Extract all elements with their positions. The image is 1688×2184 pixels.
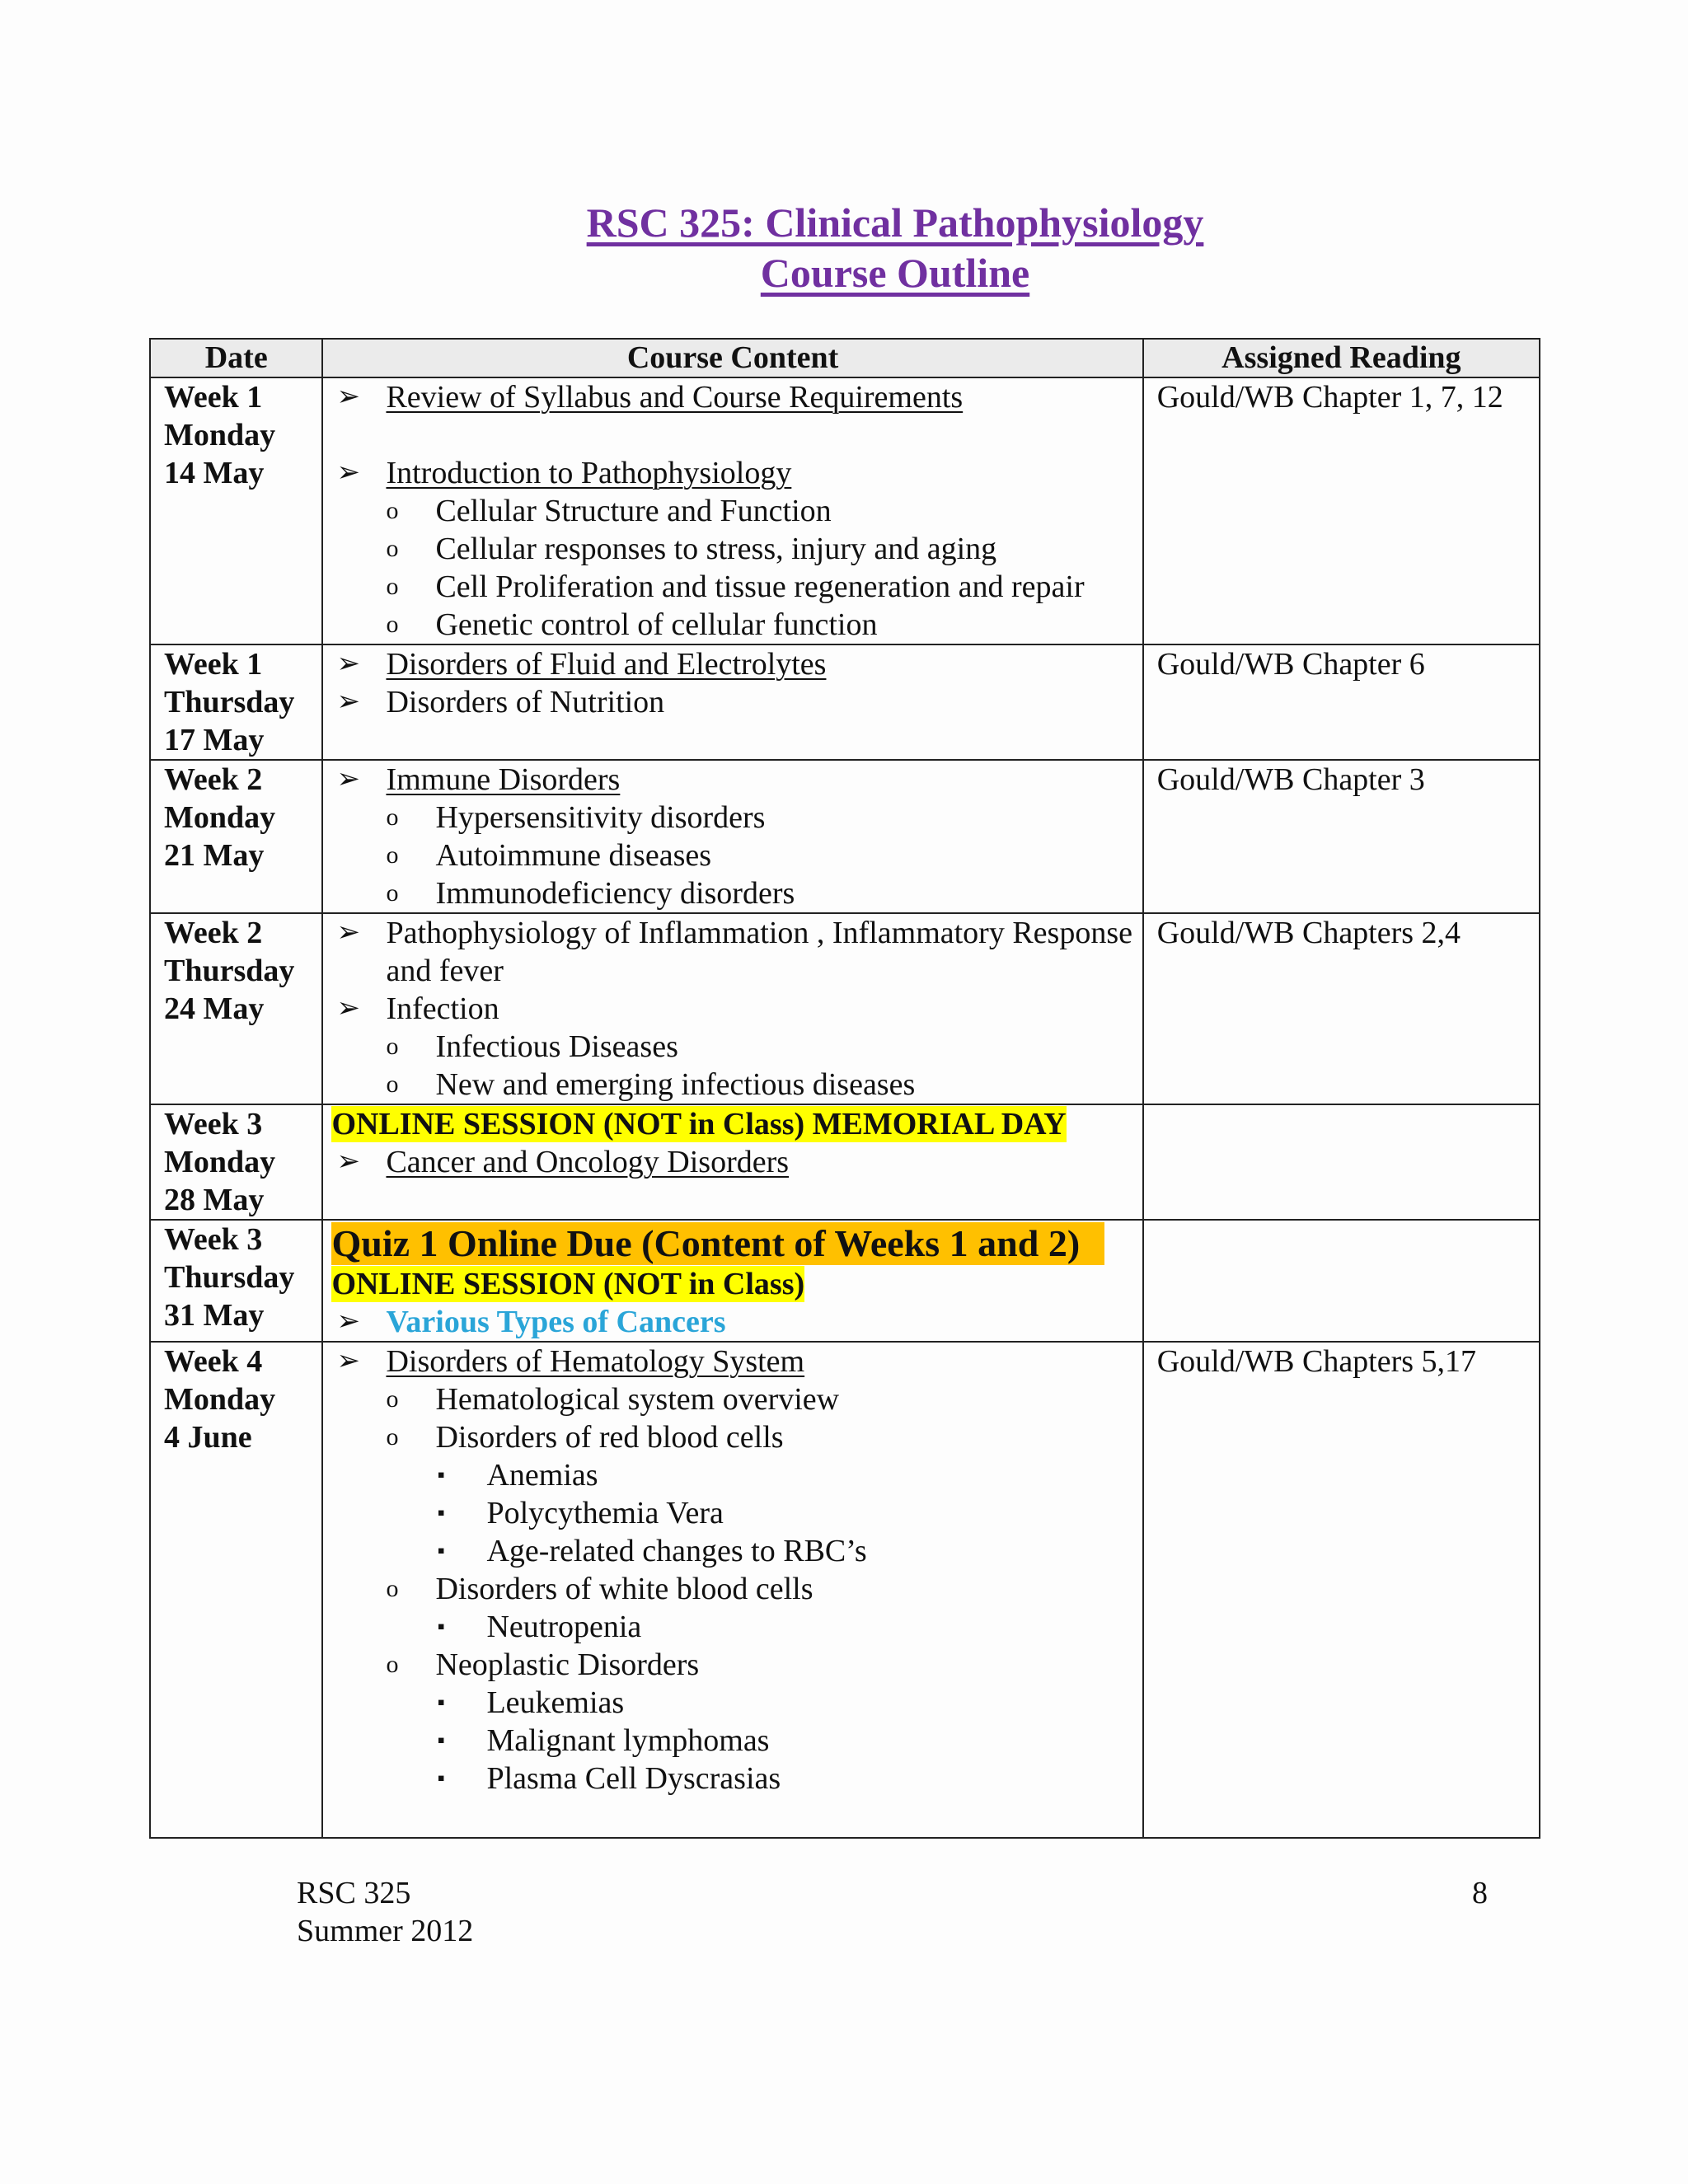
arrow-bullet-icon: ➢ — [336, 917, 360, 948]
online-notice: ONLINE SESSION (NOT in Class) MEMORIAL DAY — [331, 1107, 1067, 1141]
list-item: o Cellular responses to stress, injury and aging — [386, 532, 997, 566]
reading-cell — [1143, 1220, 1540, 1342]
content-cell — [322, 913, 1142, 1104]
list-item: ➢ Cancer and Oncology Disorders — [336, 1145, 790, 1179]
reading-cell: Gould/WB Chapter 3 — [1143, 760, 1540, 913]
date-label: 28 May — [164, 1183, 265, 1217]
table-header-row — [150, 339, 1540, 377]
day-label: Monday — [164, 1145, 276, 1179]
circle-bullet-icon: o — [386, 1423, 399, 1451]
week-label: Week 2 — [164, 916, 263, 950]
list-item: o Hypersensitivity disorders — [386, 800, 766, 835]
circle-bullet-icon: o — [386, 573, 399, 600]
list-item: o Cell Proliferation and tissue regeneration and repair — [386, 569, 1085, 604]
list-item: o Hematological system overview — [386, 1382, 840, 1417]
list-item: ➢ Immune Disorders — [336, 762, 621, 797]
list-item: o Infectious Diseases — [386, 1029, 678, 1064]
list-item: o Cellular Structure and Function — [386, 494, 832, 528]
list-item: ➢ Disorders of Hematology System — [336, 1344, 805, 1379]
day-label: Thursday — [164, 1260, 295, 1295]
date-cell — [150, 1104, 322, 1220]
circle-bullet-icon: o — [386, 1575, 399, 1602]
table-row — [150, 1342, 1540, 1838]
table-row — [150, 377, 1540, 644]
table-row — [150, 1220, 1540, 1342]
circle-bullet-icon: o — [386, 535, 399, 562]
list-item: ➢ Review of Syllabus and Course Requirements — [336, 380, 964, 415]
footer-course: RSC 325 — [297, 1876, 411, 1910]
arrow-bullet-icon: ➢ — [336, 649, 360, 679]
date-cell — [150, 913, 322, 1104]
list-item: ➢ Introduction to Pathophysiology — [336, 456, 792, 490]
outline-subtitle: Course Outline — [760, 250, 1030, 296]
list-item: ▪ Plasma Cell Dyscrasias — [437, 1761, 781, 1796]
circle-bullet-icon: o — [386, 1385, 399, 1413]
footer-course-info — [297, 1874, 473, 1950]
week-label: Week 3 — [164, 1107, 263, 1141]
square-bullet-icon: ▪ — [437, 1539, 445, 1563]
arrow-bullet-icon: ➢ — [336, 687, 360, 717]
table-row — [150, 644, 1540, 760]
document-title — [0, 198, 1688, 298]
day-label: Monday — [164, 418, 276, 452]
week-label: Week 3 — [164, 1222, 263, 1257]
circle-bullet-icon: o — [386, 497, 399, 524]
date-label: 21 May — [164, 838, 265, 873]
list-item: o Neoplastic Disorders — [386, 1647, 700, 1682]
day-label: Monday — [164, 1382, 276, 1417]
circle-bullet-icon: o — [386, 841, 399, 869]
list-item: ➢ Various Types of Cancers — [336, 1305, 726, 1339]
date-cell — [150, 760, 322, 913]
square-bullet-icon: ▪ — [437, 1690, 445, 1714]
header-course-content: Course Content — [322, 339, 1142, 377]
list-item: o Autoimmune diseases — [386, 838, 712, 873]
header-assigned-reading: Assigned Reading — [1143, 339, 1540, 377]
list-item: o Immunodeficiency disorders — [386, 876, 795, 911]
circle-bullet-icon: o — [386, 1651, 399, 1678]
course-outline-table — [149, 338, 1540, 1839]
week-label: Week 1 — [164, 647, 263, 682]
content-cell — [322, 760, 1142, 913]
list-item: ➢ Disorders of Nutrition — [336, 685, 665, 719]
circle-bullet-icon: o — [386, 1071, 399, 1098]
table-row — [150, 1104, 1540, 1220]
date-cell — [150, 377, 322, 644]
circle-bullet-icon: o — [386, 879, 399, 907]
list-item: o Genetic control of cellular function — [386, 607, 878, 642]
list-item: ➢ Pathophysiology of Inflammation , Inflammatory Response and fever — [336, 916, 1132, 988]
arrow-bullet-icon: ➢ — [336, 457, 360, 488]
square-bullet-icon: ▪ — [437, 1728, 445, 1752]
quiz-notice: Quiz 1 Online Due (Content of Weeks 1 and 2) — [331, 1221, 1142, 1265]
list-item: ▪ Leukemias — [437, 1685, 625, 1720]
square-bullet-icon: ▪ — [437, 1766, 445, 1790]
list-item: ▪ Anemias — [437, 1458, 598, 1493]
header-date: Date — [150, 339, 322, 377]
arrow-bullet-icon: ➢ — [336, 993, 360, 1024]
table-row — [150, 760, 1540, 913]
date-cell — [150, 644, 322, 760]
day-label: Thursday — [164, 685, 295, 719]
square-bullet-icon: ▪ — [437, 1463, 445, 1487]
arrow-bullet-icon: ➢ — [336, 764, 360, 794]
reading-cell — [1143, 1104, 1540, 1220]
arrow-bullet-icon: ➢ — [336, 382, 360, 412]
week-label: Week 1 — [164, 380, 263, 415]
arrow-bullet-icon: ➢ — [336, 1146, 360, 1177]
list-item: o New and emerging infectious diseases — [386, 1067, 916, 1102]
circle-bullet-icon: o — [386, 804, 399, 831]
list-item: ▪ Age-related changes to RBC’s — [437, 1534, 867, 1568]
footer-term: Summer 2012 — [297, 1914, 474, 1948]
date-label: 17 May — [164, 723, 265, 757]
square-bullet-icon: ▪ — [437, 1615, 445, 1638]
date-label: 24 May — [164, 991, 265, 1026]
reading-cell: Gould/WB Chapters 5,17 — [1143, 1342, 1540, 1838]
square-bullet-icon: ▪ — [437, 1501, 445, 1525]
content-cell — [322, 1342, 1142, 1838]
week-label: Week 4 — [164, 1344, 263, 1379]
list-item: ▪ Neutropenia — [437, 1610, 642, 1644]
reading-cell: Gould/WB Chapter 1, 7, 12 — [1143, 377, 1540, 644]
circle-bullet-icon: o — [386, 611, 399, 638]
online-notice: ONLINE SESSION (NOT in Class) — [331, 1267, 805, 1301]
content-cell — [322, 1220, 1142, 1342]
date-label: 4 June — [164, 1420, 252, 1455]
table-row — [150, 913, 1540, 1104]
reading-cell: Gould/WB Chapters 2,4 — [1143, 913, 1540, 1104]
list-item: ▪ Polycythemia Vera — [437, 1496, 724, 1530]
list-item: ▪ Malignant lymphomas — [437, 1723, 770, 1758]
day-label: Monday — [164, 800, 276, 835]
date-cell — [150, 1342, 322, 1838]
arrow-bullet-icon: ➢ — [336, 1346, 360, 1376]
content-cell — [322, 1104, 1142, 1220]
page-number: 8 — [1472, 1876, 1488, 1910]
date-cell — [150, 1220, 322, 1342]
list-item: ➢ Infection — [336, 991, 499, 1026]
list-item: ➢ Disorders of Fluid and Electrolytes — [336, 647, 827, 682]
date-label: 14 May — [164, 456, 265, 490]
week-label: Week 2 — [164, 762, 263, 797]
list-item: o Disorders of white blood cells — [386, 1572, 814, 1606]
list-item: o Disorders of red blood cells — [386, 1420, 784, 1455]
reading-cell: Gould/WB Chapter 6 — [1143, 644, 1540, 760]
course-title: RSC 325: Clinical Pathophysiology — [586, 199, 1204, 246]
arrow-bullet-icon: ➢ — [336, 1306, 360, 1337]
date-label: 31 May — [164, 1298, 265, 1333]
content-cell — [322, 377, 1142, 644]
content-cell — [322, 644, 1142, 760]
day-label: Thursday — [164, 954, 295, 988]
circle-bullet-icon: o — [386, 1033, 399, 1060]
